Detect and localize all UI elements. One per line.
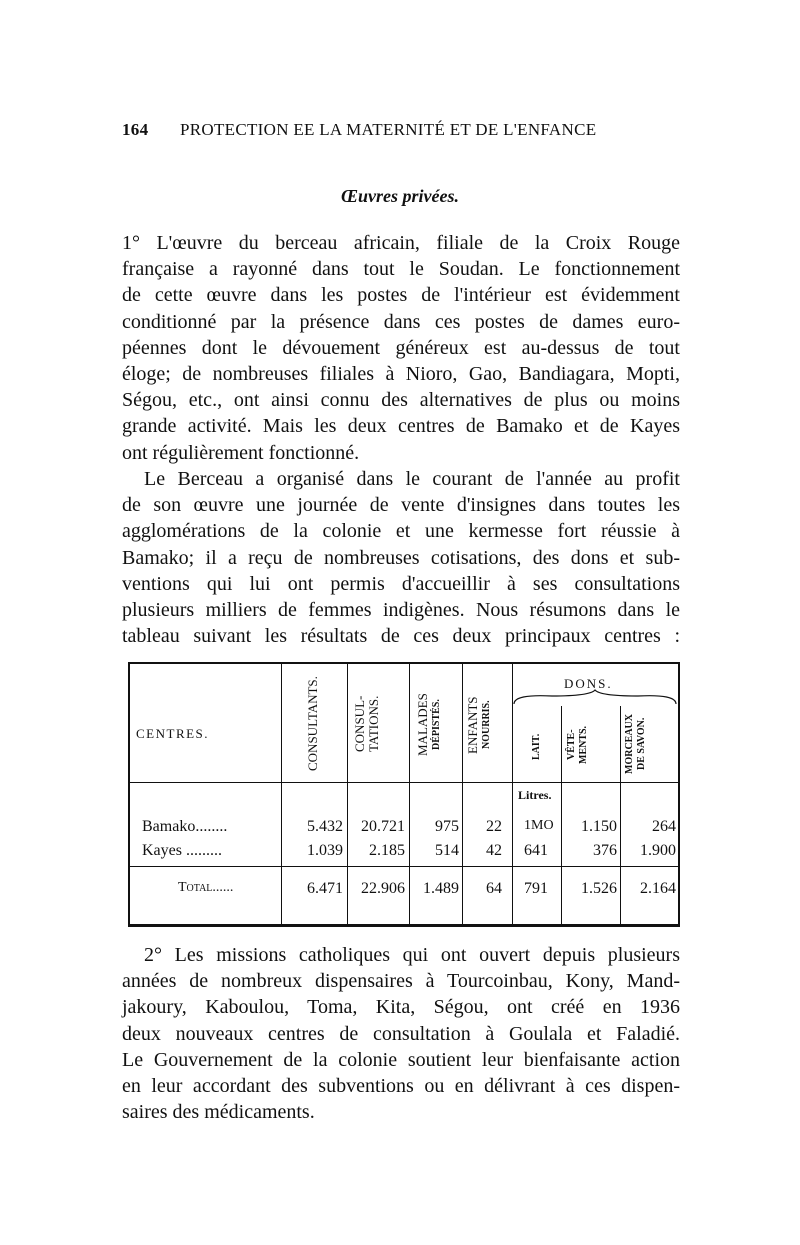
header-enfants-line2: NOURRIS. (481, 700, 492, 750)
total-consultants: 6.471 (307, 880, 343, 897)
text-line: Bamako; il a reçu de nombreuses cotisations, des dons et sub- (122, 546, 680, 569)
results-table (128, 662, 680, 927)
header-consultants: CONSULTANTS. (305, 676, 320, 772)
page-header (122, 120, 682, 142)
table-border-right (678, 664, 680, 924)
row-bamako-consultations: 20.721 (361, 818, 405, 835)
row-bamako-enfants: 22 (486, 818, 502, 835)
row-kayes-enfants: 42 (486, 842, 502, 859)
text-line: Ségou, etc., ont ainsi connu des alternatives de plus ou moins (122, 389, 680, 412)
text-line: Le Berceau a organisé dans le courant de l'année au profit (144, 468, 680, 490)
row-kayes-consultations: 2.185 (369, 842, 405, 859)
row-bamako-lait: 1MO (524, 818, 554, 833)
text-line: 2° Les missions catholiques qui ont ouvert depuis plusieurs (144, 944, 680, 966)
header-savon-line1: MORCEAUX (624, 714, 635, 774)
total-label: Total...... (178, 880, 234, 895)
row-bamako-savon: 264 (652, 818, 676, 835)
row-kayes-malades: 514 (435, 842, 459, 859)
text-line: conditionné par la présence dans ces postes de dames euro- (122, 310, 680, 333)
text-line: tableau suivant les résultats de ces deux principaux centres : (122, 625, 680, 648)
unit-litres: Litres. (518, 788, 552, 802)
header-vetements (566, 712, 616, 778)
text-line: 1° L'œuvre du berceau africain, filiale de la Croix Rouge (122, 232, 680, 254)
text-line: éloge; de nombreuses filiales à Nioro, Gao, Bandiagara, Mopti, (122, 363, 680, 386)
total-vetements: 1.526 (581, 880, 617, 897)
header-rule (128, 782, 680, 783)
header-vetements-line2: MENTS. (578, 725, 589, 765)
text-line: deux nouveaux centres de consultation à Goulala et Faladié. (122, 1022, 680, 1045)
total-rule (128, 866, 680, 867)
text-line: de son œuvre une journée de vente d'insignes dans toutes les (122, 494, 680, 517)
text-line: de cette œuvre dans les postes de l'intérieur est évidemment (122, 284, 680, 307)
header-vetements-line1: VÊTE- (566, 729, 577, 761)
text-line: grande activité. Mais les deux centres de Bamako et de Kayes (122, 415, 680, 438)
header-consultations (353, 682, 403, 766)
row-bamako-vetements: 1.150 (581, 818, 617, 835)
header-enfants-line1: ENFANTS (465, 696, 480, 754)
text-line: années de nombreux dispensaires à Tourcoinbau, Kony, Mand- (122, 970, 680, 993)
total-enfants: 64 (486, 880, 502, 897)
header-savon-line2: DE SAVON. (636, 717, 647, 771)
text-line: ventions qui lui ont permis d'accueillir à ses consultations (122, 572, 680, 595)
header-savon (624, 708, 674, 780)
row-kayes-savon: 1.900 (640, 842, 676, 859)
text-line: ont régulièrement fonctionné. (122, 441, 360, 464)
total-consultations: 22.906 (361, 880, 405, 897)
section-title: Œuvres privées. (341, 186, 459, 206)
text-line: agglomérations de la colonie et une kermesse fort réussie à (122, 520, 680, 543)
row-kayes-centre: Kayes ......... (142, 842, 222, 859)
text-line: jakoury, Kaboulou, Toma, Kita, Ségou, ont créé en 1936 (122, 996, 680, 1019)
header-lait: LAIT. (531, 733, 542, 761)
page-number: 164 (122, 120, 149, 139)
header-malades-line1: MALADES (415, 693, 430, 757)
header-centres: CENTRES. (136, 726, 210, 741)
text-line: saires des médicaments. (122, 1101, 315, 1124)
text-line: péennes dont le dévouement généreux est au-dessus de tout (122, 336, 680, 359)
total-lait: 791 (524, 880, 548, 897)
text-line: française a rayonné dans tout le Soudan. Le fonctionnement (122, 258, 680, 281)
header-consultations-line1: CONSUL- (352, 695, 367, 753)
paragraph-berceau-organisation (122, 466, 680, 649)
running-title: PROTECTION EE LA MATERNITÉ ET DE L'ENFANCE (180, 120, 597, 139)
row-bamako-centre: Bamako........ (142, 818, 228, 835)
paragraph-berceau-africain (122, 230, 680, 466)
total-malades: 1.489 (423, 880, 459, 897)
text-line: Le Gouvernement de la colonie soutient leur bienfaisante action (122, 1048, 680, 1071)
table-border-left (128, 664, 130, 924)
header-malades-line2: DÉPISTÉS. (431, 699, 442, 751)
row-bamako-consultants: 5.432 (307, 818, 343, 835)
header-malades (416, 676, 456, 774)
total-savon: 2.164 (640, 880, 676, 897)
header-dons: DONS. (564, 676, 613, 691)
text-line: en leur accordant des subventions ou en délivrant à ces dispen- (122, 1075, 680, 1098)
header-enfants (466, 678, 506, 772)
row-bamako-malades: 975 (435, 818, 459, 835)
text-line: plusieurs milliers de femmes indigènes. Nous résumons dans le (122, 599, 680, 622)
row-kayes-consultants: 1.039 (307, 842, 343, 859)
row-kayes-vetements: 376 (593, 842, 617, 859)
header-consultations-line2: TATIONS. (366, 695, 381, 753)
paragraph-missions-catholiques (122, 942, 680, 1125)
row-kayes-lait: 641 (524, 842, 548, 859)
